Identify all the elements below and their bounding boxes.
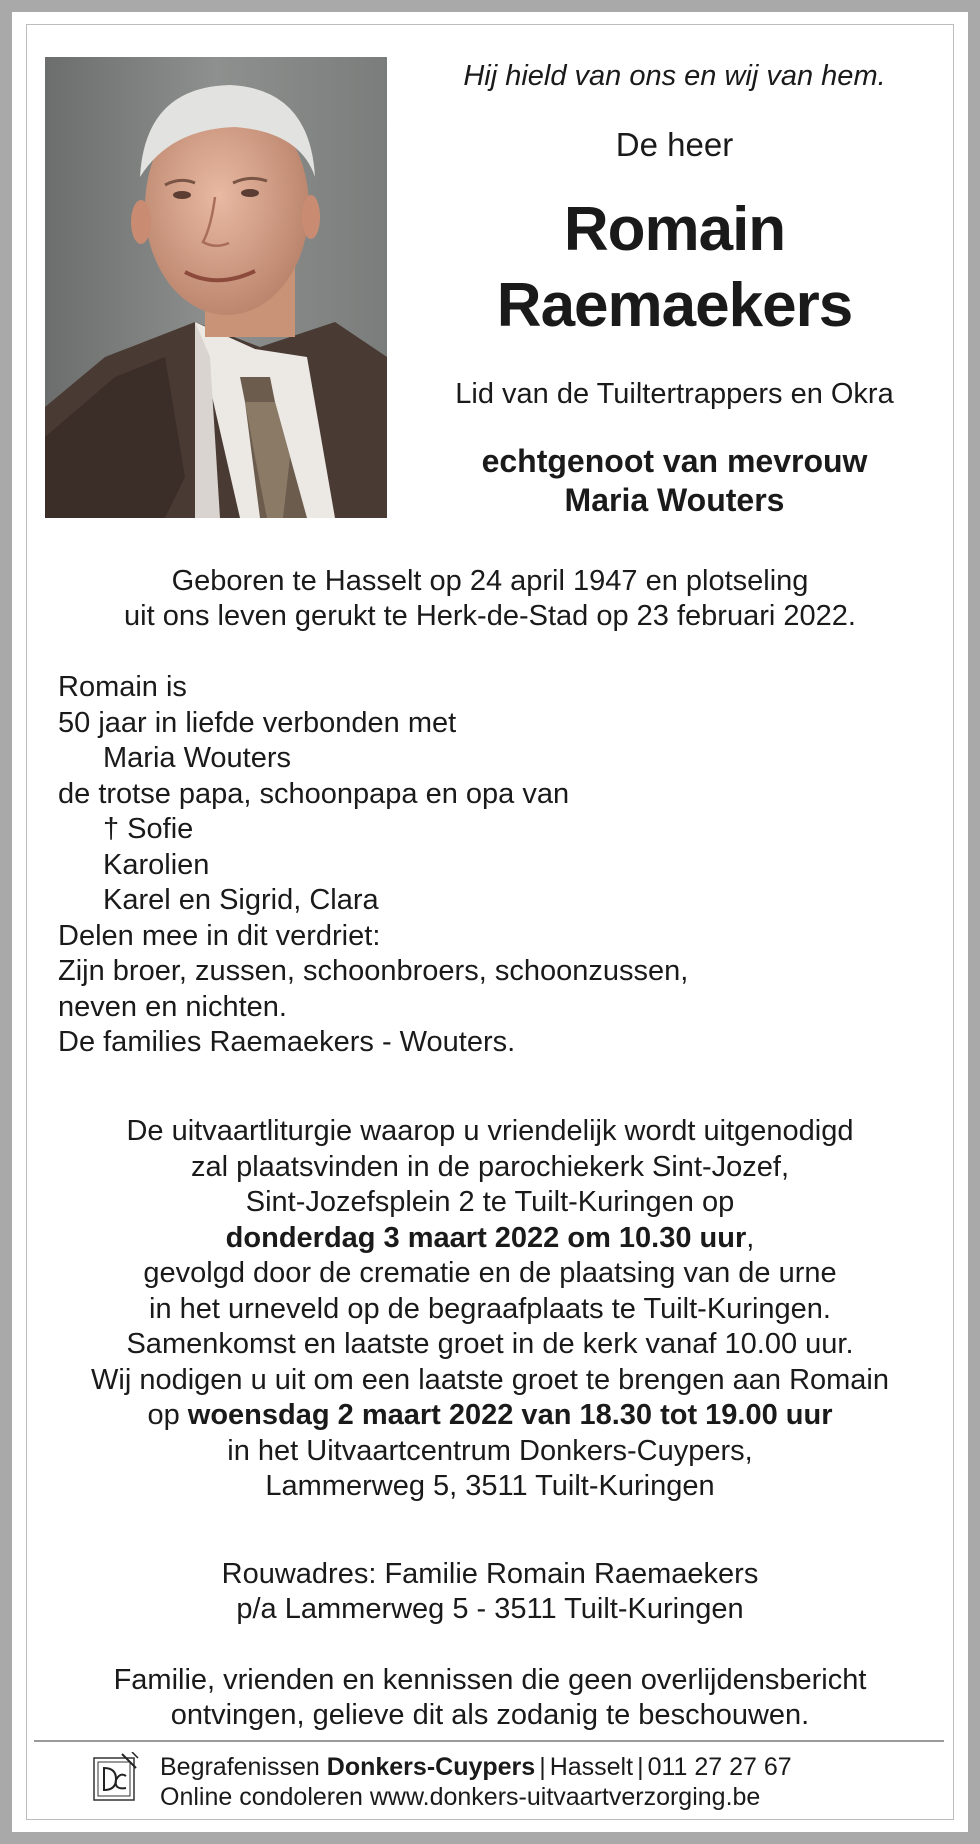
funeral-line: in het urneveld op de begraafplaats te Tuilt-Kuringen. [149,1292,831,1325]
funeral-home-logo-icon [92,1752,140,1804]
family-line: Maria Wouters [103,742,292,774]
death-notice-card [12,12,968,1832]
address-line: p/a Lammerweg 5 - 3511 Tuilt-Kuringen [236,1593,744,1625]
family-list [58,670,688,1061]
funeral-line: Samenkomst en laatste groet in de kerk vanaf 10.00 uur. [126,1328,854,1360]
funeral-line: Lammerweg 5, 3511 Tuilt-Kuringen [265,1470,715,1502]
family-line: de trotse papa, schoonpapa en opa van [58,777,570,810]
family-line: De families Raemaekers - Wouters. [58,1026,516,1058]
funeral-home-name: Donkers-Cuypers [326,1753,536,1781]
spouse-line-2: Maria Wouters [564,482,785,518]
footer-line-2: Online condoleren www.donkers-uitvaartverzorging.be [160,1783,761,1811]
family-line: neven en nichten. [58,990,287,1023]
funeral-line: in het Uitvaartcentrum Donkers-Cuypers, [227,1434,753,1467]
deceased-last-name: Raemaekers [496,271,853,340]
funeral-line: gevolgd door de crematie en de plaatsing van de urne [143,1257,837,1289]
footer-info [160,1752,792,1812]
birth-death-text [12,564,968,634]
notice-line: Familie, vrienden en kennissen die geen overlijdensbericht [113,1664,867,1696]
membership: Lid van de Tuiltertrappers en Okra [455,378,894,410]
spouse [407,442,942,520]
family-line: Romain is [58,671,187,703]
funeral-line: zal plaatsvinden in de parochiekerk Sint-Jozef, [190,1150,790,1183]
footer-phone: 011 27 27 67 [647,1753,792,1781]
family-line: Delen mee in dit verdriet: [58,919,381,952]
mourning-address [12,1557,968,1627]
birth-line: Geboren te Hasselt op 24 april 1947 en plotseling [171,565,809,597]
notice-line: ontvingen, gelieve dit als zodanig te beschouwen. [170,1699,810,1731]
footer-city: Hasselt [549,1753,634,1781]
family-line: † Sofie [103,813,194,845]
funeral-line: op woensdag 2 maart 2022 van 18.30 tot 19.00 uur [147,1399,833,1431]
address-line: Rouwadres: Familie Romain Raemaekers [221,1558,759,1590]
closing-notice [12,1663,968,1733]
deceased-first-name: Romain [563,195,786,264]
funeral-line: donderdag 3 maart 2022 om 10.30 uur, [225,1221,755,1254]
family-line: 50 jaar in liefde verbonden met [58,706,457,739]
funeral-details [12,1114,968,1505]
funeral-line: Wij nodigen u uit om een laatste groet te brengen aan Romain [91,1363,889,1396]
birth-line: uit ons leven gerukt te Herk-de-Stad op 23 februari 2022. [124,600,856,632]
footer-line-1: Begrafenissen Donkers-Cuypers | Hasselt | 011 27 27 67 [160,1753,792,1781]
motto: Hij hield van ons en wij van hem. [463,60,886,92]
funeral-date: donderdag 3 maart 2022 om 10.30 uur [225,1221,747,1254]
title-prefix: De heer [615,126,734,163]
spouse-line-1: echtgenoot van mevrouw [481,443,868,479]
family-line: Karolien [103,848,210,881]
funeral-line: De uitvaartliturgie waarop u vriendelijk wordt uitgenodigd [126,1115,854,1147]
family-line: Karel en Sigrid, Clara [103,884,379,916]
viewing-date: woensdag 2 maart 2022 van 18.30 tot 19.00 uur [187,1399,833,1431]
footer-divider [34,1740,944,1742]
portrait-photo [45,57,387,518]
funeral-line: Sint-Jozefsplein 2 te Tuilt-Kuringen op [245,1186,735,1218]
family-line: Zijn broer, zussen, schoonbroers, schoonzussen, [58,955,689,987]
